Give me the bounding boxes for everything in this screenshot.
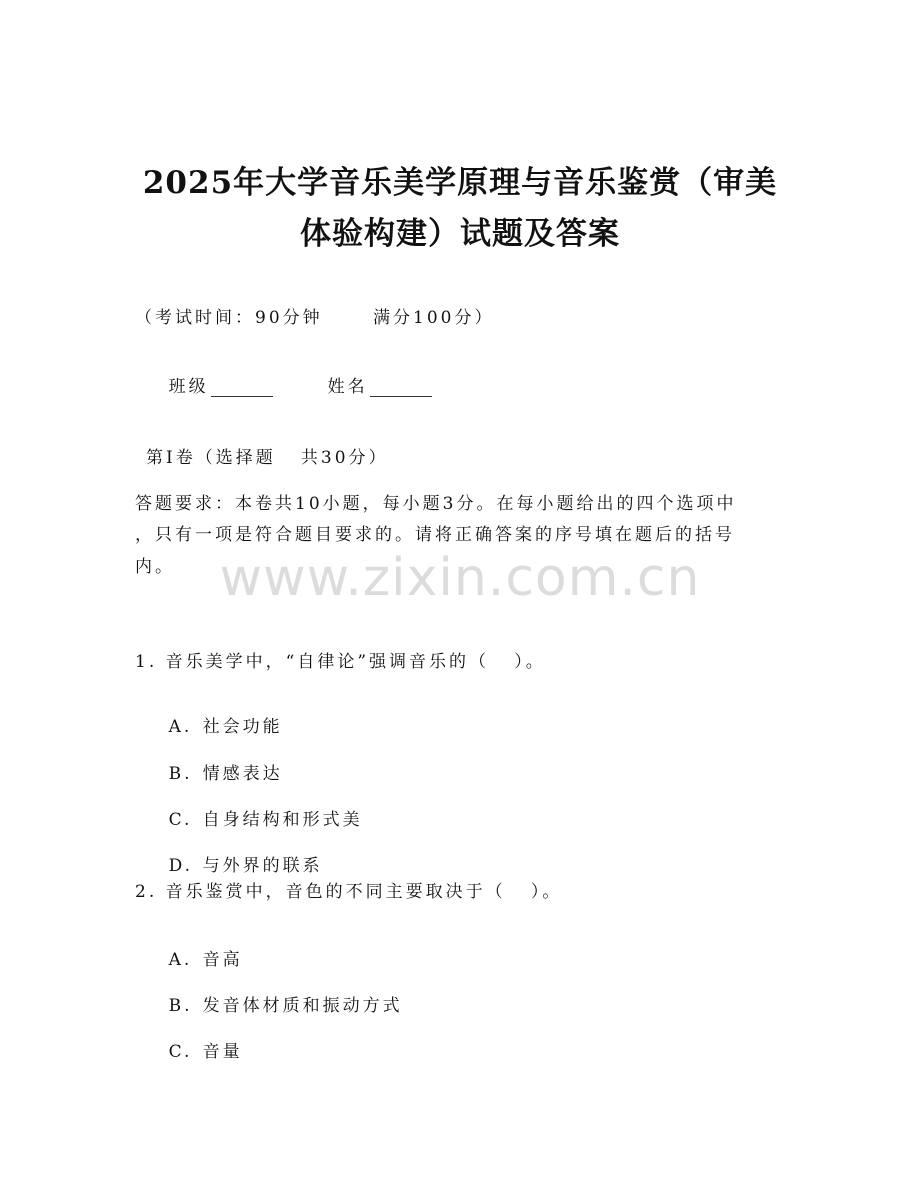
document-title-line-1: 2025年大学音乐美学原理与音乐鉴赏（审美: [142, 165, 778, 201]
option-letter: B.: [168, 764, 193, 784]
option-text: 与外界的联系: [202, 856, 323, 876]
watermark: www.zixin.com.cn: [219, 548, 701, 608]
option-letter: B.: [168, 996, 193, 1016]
option-text: 音量: [202, 1042, 243, 1062]
document-title-line-2: 体验构建）试题及答案: [300, 216, 620, 252]
option-text: 自身结构和形式美: [202, 810, 363, 830]
class-blank: [211, 378, 273, 397]
option-letter: C.: [168, 1042, 193, 1062]
name-blank: [370, 378, 432, 397]
option-text: 发音体材质和振动方式: [202, 996, 403, 1016]
name-field: [294, 352, 432, 417]
question-1-stem: 1. 音乐美学中，“自律论”强调音乐的（ ）。: [135, 652, 546, 672]
section-heading: 第Ⅰ卷（选择题 共30分）: [146, 448, 389, 468]
instruction-line-3: 内。: [135, 557, 175, 577]
option-text: 社会功能: [202, 717, 283, 737]
option-letter: A.: [168, 950, 193, 970]
option-text: 音高: [202, 950, 243, 970]
instruction-line-2: ，只有一项是符合题目要求的。请将正确答案的序号填在题后的括号: [135, 525, 735, 545]
question-2-stem: 2. 音乐鉴赏中，音色的不同主要取决于（ ）。: [135, 882, 563, 902]
name-label: 姓名: [327, 377, 368, 397]
option-letter: A.: [168, 717, 193, 737]
question-2-option-c: [135, 1017, 243, 1082]
exam-info: （考试时间：90分钟 满分100分）: [135, 308, 495, 328]
class-field: [135, 352, 273, 417]
instruction-line-1: 答题要求：本卷共10小题，每小题3分。在每小题给出的四个选项中: [135, 494, 737, 514]
option-letter: C.: [168, 810, 193, 830]
class-label: 班级: [168, 377, 209, 397]
option-text: 情感表达: [202, 764, 283, 784]
option-letter: D.: [168, 856, 194, 876]
